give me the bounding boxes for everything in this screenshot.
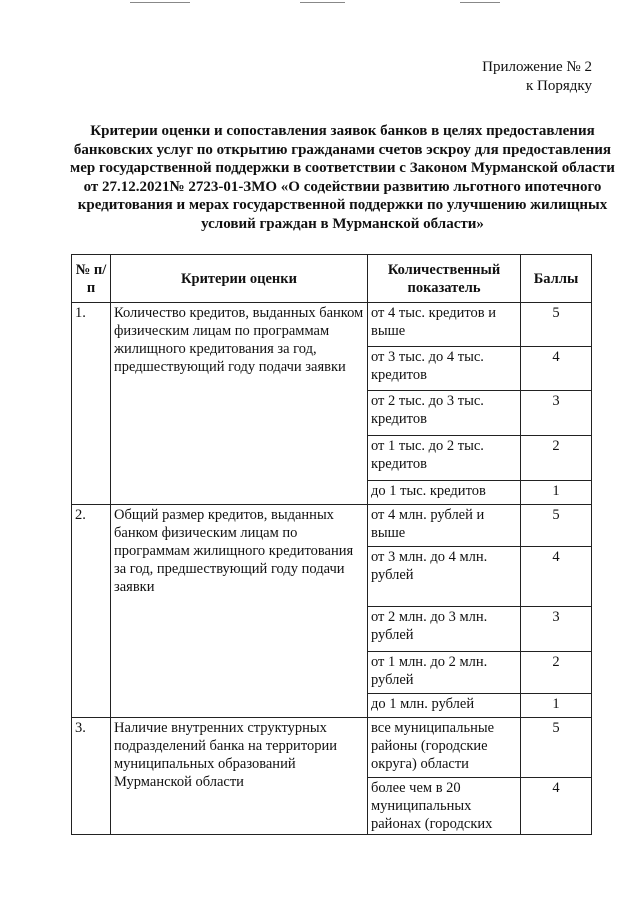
criteria-table — [71, 254, 592, 835]
indicator-cell: от 4 млн. рублей и выше — [368, 505, 521, 547]
header-score: Баллы — [521, 255, 592, 303]
section-criterion: Наличие внутренних структурных подразделений банка на территории муниципальных образований Мурманской области — [111, 718, 368, 835]
annex-number: Приложение № 2 — [482, 59, 592, 75]
indicator-cell: от 1 тыс. до 2 тыс. кредитов — [368, 436, 521, 481]
section-criterion: Количество кредитов, выданных банком физическим лицам по программам жилищного кредитования за год, предшествующий году подачи заявки — [111, 303, 368, 505]
score-cell: 5 — [521, 718, 592, 778]
section-number: 1. — [72, 303, 111, 505]
header-num: № п/п — [72, 255, 111, 303]
indicator-cell: до 1 тыс. кредитов — [368, 481, 521, 505]
score-cell: 5 — [521, 303, 592, 347]
table-header-row — [72, 255, 592, 303]
section-number: 3. — [72, 718, 111, 835]
score-cell: 3 — [521, 607, 592, 652]
score-cell: 1 — [521, 694, 592, 718]
score-cell: 4 — [521, 347, 592, 391]
annex-reference — [482, 58, 592, 96]
indicator-cell: от 1 млн. до 2 млн. рублей — [368, 652, 521, 694]
annex-procedure: к Порядку — [526, 78, 592, 94]
indicator-cell: все муниципальные районы (городские округа) области — [368, 718, 521, 778]
score-cell: 3 — [521, 391, 592, 436]
indicator-cell: от 2 млн. до 3 млн. рублей — [368, 607, 521, 652]
score-cell: 4 — [521, 547, 592, 607]
score-cell: 4 — [521, 778, 592, 835]
indicator-cell: от 2 тыс. до 3 тыс. кредитов — [368, 391, 521, 436]
indicator-cell: от 3 тыс. до 4 тыс. кредитов — [368, 347, 521, 391]
table-row — [72, 505, 592, 547]
table-row — [72, 718, 592, 778]
section-number: 2. — [72, 505, 111, 718]
score-cell: 1 — [521, 481, 592, 505]
score-cell: 2 — [521, 436, 592, 481]
document-title: Критерии оценки и сопоставления заявок банков в целях предоставления банковских услуг по открытию гражданами счетов эскроу для предоставления мер государственной поддержки в соответствии с Законом Мурманской области от 27.12.2021№ 2723-01-ЗМО «О содействии развитию льготного ипотечного кредитования и мерах государственной поддержки по улучшению жилищных условий граждан в Мурманской области» — [70, 123, 615, 232]
header-criterion: Критерии оценки — [111, 255, 368, 303]
indicator-cell: более чем в 20 муниципальных районах (городских — [368, 778, 521, 835]
score-cell: 5 — [521, 505, 592, 547]
section-criterion: Общий размер кредитов, выданных банком физическим лицам по программам жилищного кредитования за год, предшествующий году подачи заявки — [111, 505, 368, 718]
header-indicator: Количественный показатель — [368, 255, 521, 303]
indicator-cell: от 4 тыс. кредитов и выше — [368, 303, 521, 347]
indicator-cell: от 3 млн. до 4 млн. рублей — [368, 547, 521, 607]
table-row — [72, 303, 592, 347]
indicator-cell: до 1 млн. рублей — [368, 694, 521, 718]
score-cell: 2 — [521, 652, 592, 694]
